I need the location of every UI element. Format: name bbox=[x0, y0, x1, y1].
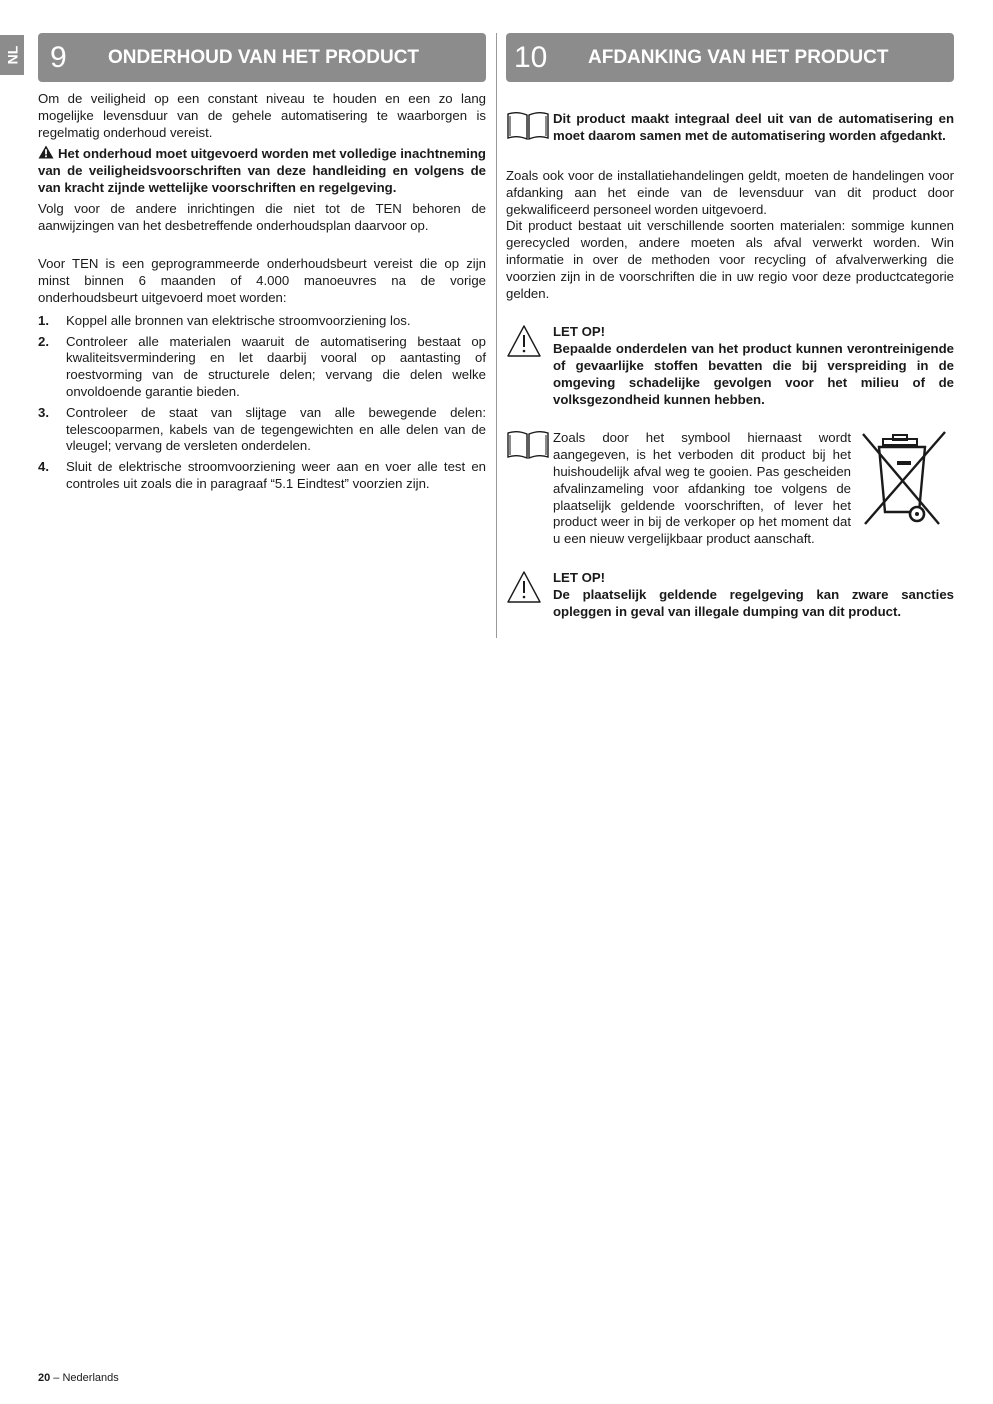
list-item bbox=[38, 313, 486, 330]
section-10-header bbox=[506, 33, 954, 82]
step-number: 2. bbox=[38, 333, 49, 349]
caution-1-body bbox=[553, 324, 954, 408]
footer-language: Nederlands bbox=[62, 1372, 119, 1384]
page-footer bbox=[38, 1372, 119, 1384]
section-9-schedule: Voor TEN is een geprogrammeerde onderhoudsbeurt vereist die op zijn minst binnen 6 maanden of 4.000 manoeuvres na de vorige onderhoudsbeurt uitgevoerd moet worden: bbox=[38, 256, 486, 305]
section-9-number: 9 bbox=[50, 40, 67, 74]
section-9-warning-text: Het onderhoud moet uitgevoerd worden met volledige inachtneming van de veiligheidsvoorschriften van deze handleiding en volgens de van kracht zijnde wettelijke voorschriften en regelgeving. bbox=[38, 146, 486, 195]
caution-2-body bbox=[553, 570, 954, 620]
section-9-intro: Om de veiligheid op een constant niveau te houden en een zo lang mogelijke levensduur van de gehele automatisering te waarborgen is regelmatig onderhoud vereist. bbox=[38, 91, 486, 140]
list-item bbox=[38, 405, 486, 455]
section-9 bbox=[38, 33, 486, 497]
step-text: Controleer alle materialen waaruit de automatisering bestaat op kwaliteitsvermindering en let daarbij vooral op aantasting of roestvorming van de structurele delen; vervang die delen welke onvoldoende garantie bieden. bbox=[66, 333, 486, 399]
language-tab bbox=[0, 35, 24, 75]
caution-2 bbox=[506, 570, 954, 620]
caution-1 bbox=[506, 324, 954, 408]
step-number: 4. bbox=[38, 459, 49, 475]
warning-icon bbox=[38, 145, 54, 159]
section-9-header bbox=[38, 33, 486, 82]
section-10 bbox=[506, 33, 954, 620]
weee-text: Zoals door het symbool hiernaast wordt aangegeven, is het verboden dit product bij het huishoudelijk afval weg te gooien. Pas gescheiden afvalinzameling voor afdanking toe volgens de plaatselijk geldende voorschriften, of lever het product weer in bij de verkoper op het moment dat u een nieuw vergelijkbaar product aanschaft. bbox=[553, 430, 851, 547]
crossed-out-bin-icon bbox=[857, 430, 949, 533]
integral-part-note bbox=[506, 111, 954, 146]
section-10-number: 10 bbox=[514, 40, 548, 74]
list-item bbox=[38, 334, 486, 401]
step-text: Koppel alle bronnen van elektrische stroomvoorziening los. bbox=[66, 312, 411, 328]
caution-1-text: Bepaalde onderdelen van het product kunnen verontreinigende of gevaarlijke stoffen bevatten die bij verspreiding in de omgeving schadelijke gevolgen voor het milieu of de volksgezondheid kunnen hebben. bbox=[553, 341, 954, 407]
list-item bbox=[38, 459, 486, 493]
warning-triangle-icon bbox=[506, 570, 553, 609]
page-number: 20 bbox=[38, 1372, 51, 1384]
language-tab-label: NL bbox=[3, 45, 20, 65]
integral-part-text: Dit product maakt integraal deel uit van de automatisering en moet daarom samen met de automatisering worden afgedankt. bbox=[553, 111, 954, 143]
caution-2-text: De plaatselijk geldende regelgeving kan zware sancties opleggen in geval van illegale dumping van dit product. bbox=[553, 586, 954, 619]
caution-2-title: LET OP! bbox=[553, 569, 606, 585]
step-text: Sluit de elektrische stroomvoorziening weer aan en voer alle test en controles uit zoals die in paragraaf “5.1 Eindtest” voorzien zijn. bbox=[66, 459, 486, 491]
caution-1-title: LET OP! bbox=[553, 324, 606, 340]
section-10-paragraph-1: Zoals ook voor de installatiehandelingen geldt, moeten de handelingen voor afdanking aan het einde van de levensduur van dit product door gekwalificeerd personeel worden uitgevoerd. bbox=[506, 168, 954, 217]
step-number: 1. bbox=[38, 312, 49, 328]
maintenance-steps bbox=[38, 313, 486, 493]
step-text: Controleer de staat van slijtage van alle bewegende delen: telescooparmen, kabels van de tegengewichten en alle delen van de vleugel; vervang de versleten onderdelen. bbox=[66, 404, 486, 454]
column-divider bbox=[496, 33, 497, 638]
section-9-warning bbox=[38, 145, 486, 196]
book-icon bbox=[506, 430, 553, 465]
footer-separator: – bbox=[50, 1372, 63, 1384]
section-9-other-devices: Volg voor de andere inrichtingen die niet tot de TEN behoren de aanwijzingen van het desbetreffende onderhoudsplan daarvoor op. bbox=[38, 200, 486, 233]
step-number: 3. bbox=[38, 404, 49, 420]
section-10-title: AFDANKING VAN HET PRODUCT bbox=[588, 46, 889, 68]
weee-body bbox=[553, 430, 954, 548]
section-9-title: ONDERHOUD VAN HET PRODUCT bbox=[108, 46, 420, 68]
weee-note bbox=[506, 430, 954, 548]
warning-triangle-icon bbox=[506, 324, 553, 363]
section-10-paragraph-2: Dit product bestaat uit verschillende soorten materialen: sommige kunnen gerecycled worden, andere moeten als afval verwerkt worden. Win informatie in over de methoden voor recycling of afvalverwerking die voorzien zijn in de voorschriften die in uw regio voor deze productcategorie gelden. bbox=[506, 218, 954, 301]
book-icon bbox=[506, 111, 553, 146]
